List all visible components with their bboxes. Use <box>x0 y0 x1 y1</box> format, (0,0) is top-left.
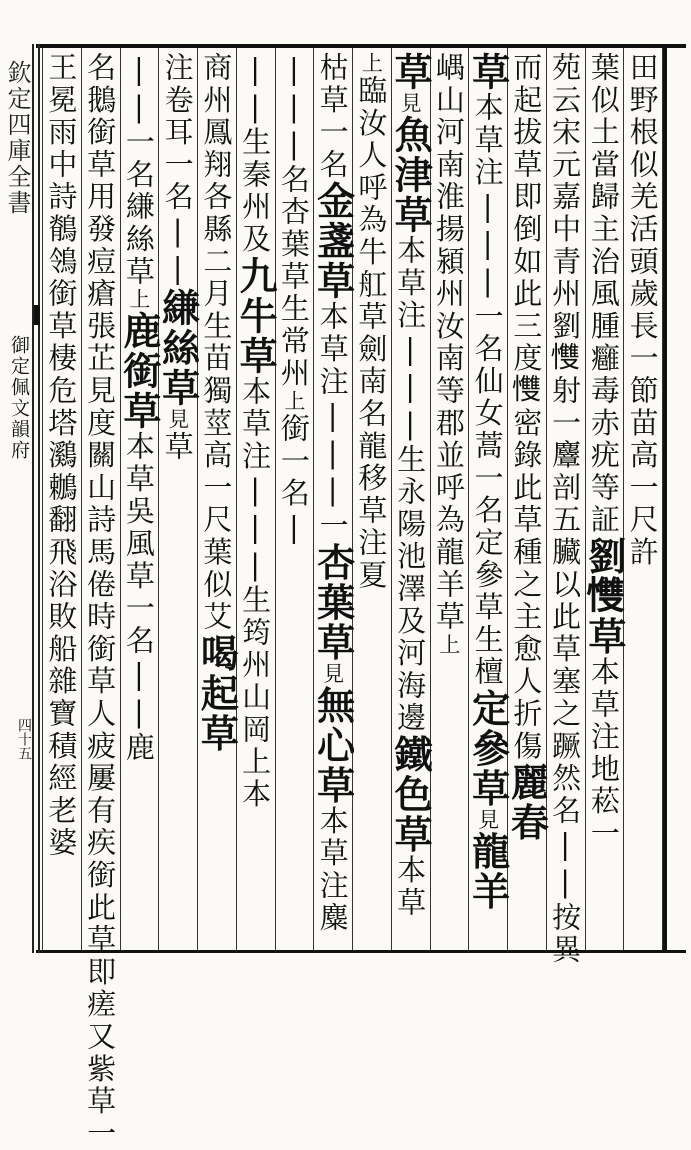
small-annotation: 見 <box>398 92 423 115</box>
headword: 魚津草 <box>388 115 434 235</box>
frame-top-border <box>36 44 686 48</box>
margin-collection-title: 欽定四庫全書 <box>3 60 31 216</box>
body-text: 草 <box>160 431 195 464</box>
body-text: 本草注麋 <box>315 805 350 935</box>
headword: 金盞草 <box>310 181 356 302</box>
body-text: 本草注|||一名仙女蒿一名定參草生檀 <box>470 92 505 689</box>
headword: 龍羊 <box>465 831 511 912</box>
text-column <box>582 52 626 942</box>
body-text: 本草注|||生永陽池澤及河海邊 <box>393 235 428 735</box>
small-annotation: 見 <box>475 808 500 832</box>
headword: 劉𢥠草 <box>581 536 627 657</box>
body-text: ||| <box>276 52 311 164</box>
body-text: 枯草一名 <box>315 52 350 182</box>
body-text: ||生秦州及 <box>238 52 273 256</box>
headword: 喝起草 <box>194 633 240 754</box>
headword: 縑絲草 <box>155 288 201 409</box>
margin-rule <box>32 44 34 953</box>
text-column <box>117 52 161 942</box>
text-column <box>78 52 122 1150</box>
small-annotation: 上 <box>126 288 151 312</box>
body-text: 本草注|||生筠州山岡上 <box>238 375 273 779</box>
body-text: 名||按異 <box>548 794 583 967</box>
small-annotation: 上 <box>281 390 306 414</box>
text-column <box>388 52 432 942</box>
body-text: 注夏 <box>354 527 389 592</box>
headword: 麗春 <box>504 762 550 843</box>
small-annotation: 見 <box>165 408 190 432</box>
body-text: 名鵝銜草用發痘瘡張芷見度關山詩馬倦時銜草人疲屢 <box>83 52 118 795</box>
body-text: 本 <box>238 778 273 811</box>
text-column <box>349 52 393 942</box>
text-column <box>504 52 548 942</box>
body-text: 本草注地菘一 <box>586 656 621 851</box>
folio-number: 四十五 <box>16 718 32 760</box>
margin-book-title: 御定佩文韻府 <box>8 335 30 461</box>
text-column <box>311 52 355 942</box>
headword: 草 <box>465 52 511 92</box>
body-text: 嵎山河南淮揚潁州汝南等郡並呼為龍羊草 <box>431 52 466 634</box>
body-text: 商州鳳翔各縣 <box>199 52 234 246</box>
text-column <box>621 52 665 942</box>
body-text: 本草注|||一 <box>315 301 350 543</box>
text-column <box>233 52 277 942</box>
body-text: 田野根似羌活頭歲長一節苗高一尺許 <box>625 52 660 569</box>
body-text: 名杏葉草生常州 <box>276 163 311 391</box>
headword: 鐵色草 <box>388 734 434 855</box>
headword: 定參草 <box>465 688 511 809</box>
small-annotation: 上 <box>359 52 384 75</box>
body-text: 注卷耳一名|| <box>160 52 195 289</box>
small-annotation: 上 <box>436 633 461 657</box>
headword: 杏葉草 <box>310 542 356 663</box>
body-text: 王冕雨中詩鶺鴒銜草棲危塔鸂鶒翻飛浴敗船雜寶積經老婆 <box>44 52 79 860</box>
text-column <box>427 52 471 942</box>
headword: 草 <box>388 52 434 92</box>
text-column <box>543 52 587 967</box>
text-column <box>272 52 316 942</box>
body-text: ||一名縑絲草 <box>121 52 156 289</box>
body-text: 有疾銜此草即瘥又紫草一 <box>83 794 118 1150</box>
text-column <box>194 52 238 942</box>
small-annotation: 見 <box>320 662 345 686</box>
body-text: 本草吳風草一名||鹿 <box>121 431 156 765</box>
body-text: 而起拔草即倒如此三度𢥠密錄此草種之主愈人折傷 <box>509 52 544 763</box>
body-text: 臨汝人呼為牛舡草劍南名龍移草 <box>354 75 389 528</box>
text-column <box>466 52 510 942</box>
body-text: 銜一名| <box>276 413 311 548</box>
body-text: 二月生苗獨莖高一尺葉似艾 <box>199 245 234 634</box>
headword: 鹿銜草 <box>116 311 162 432</box>
body-text: 本草 <box>393 854 428 920</box>
body-text: 苑云宋元嘉中青州劉𢥠射一麞剖五臟以此草塞之蹶然 <box>548 52 583 795</box>
headword: 九牛草 <box>233 255 279 376</box>
frame-bottom-border <box>36 950 686 953</box>
headword: 無心草 <box>310 685 356 806</box>
body-text: 葉似土當歸主治風腫癰毒赤疣等証 <box>586 52 621 537</box>
text-column <box>39 52 83 942</box>
text-column <box>156 52 200 942</box>
